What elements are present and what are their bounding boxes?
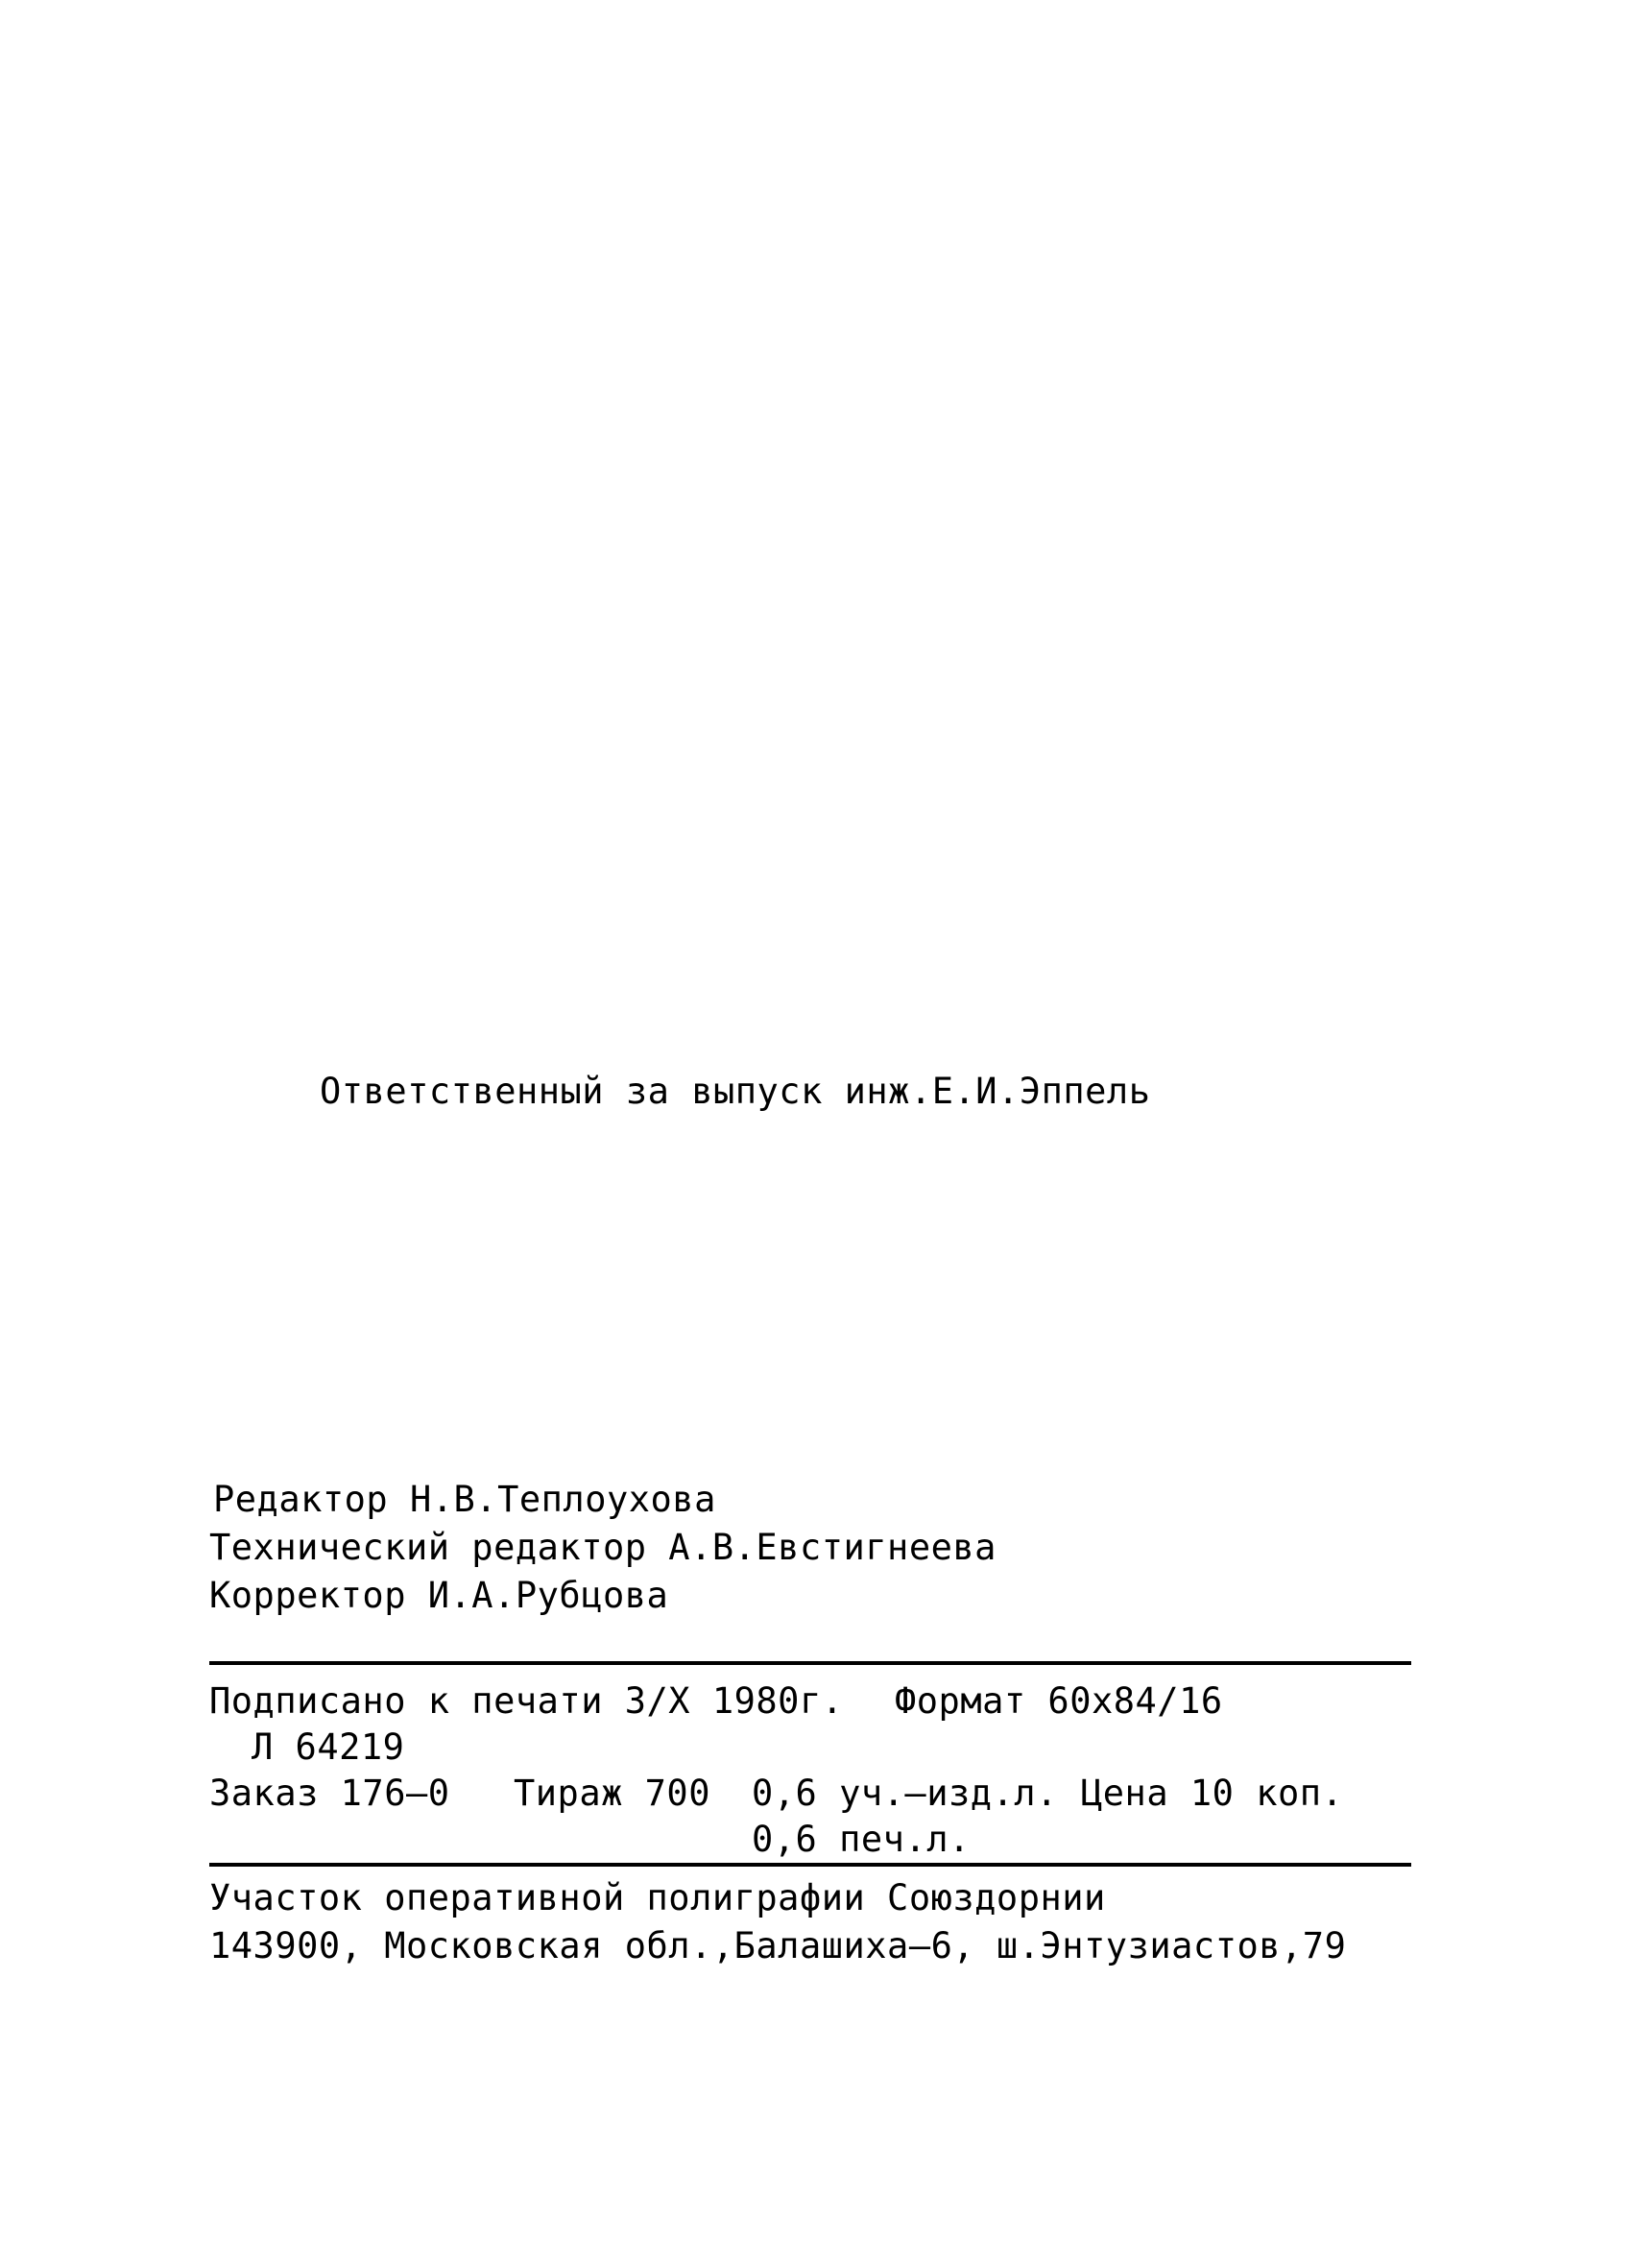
responsible-person: Ответственный за выпуск инж.Е.И.Эппель: [320, 1071, 1151, 1112]
signed-for-print: Подписано к печати 3/X 1980г.: [209, 1680, 844, 1722]
tech-editor-credit: Технический редактор А.В.Евстигнеева: [209, 1527, 997, 1568]
publishing-sheets: 0,6 уч.–изд.л.: [752, 1773, 1058, 1814]
printer-name: Участок оперативной полиграфии Союздорнии: [209, 1877, 1106, 1918]
price: Цена 10 коп.: [1081, 1773, 1344, 1814]
divider-top: [209, 1661, 1411, 1665]
proofreader-credit: Корректор И.А.Рубцова: [209, 1575, 669, 1616]
order-number: Заказ 176–0: [209, 1773, 450, 1814]
divider-bottom: [209, 1863, 1411, 1867]
editor-credit: Редактор Н.В.Теплоухова: [213, 1479, 716, 1520]
printer-address: 143900, Московская обл.,Балашиха–6, ш.Энтузиастов,79: [209, 1925, 1347, 1966]
paper-format: Формат 60x84/16: [895, 1680, 1223, 1722]
license-number: Л 64219: [252, 1726, 405, 1768]
printed-sheets: 0,6 печ.л.: [752, 1819, 971, 1860]
circulation: Тираж 700: [514, 1773, 710, 1814]
